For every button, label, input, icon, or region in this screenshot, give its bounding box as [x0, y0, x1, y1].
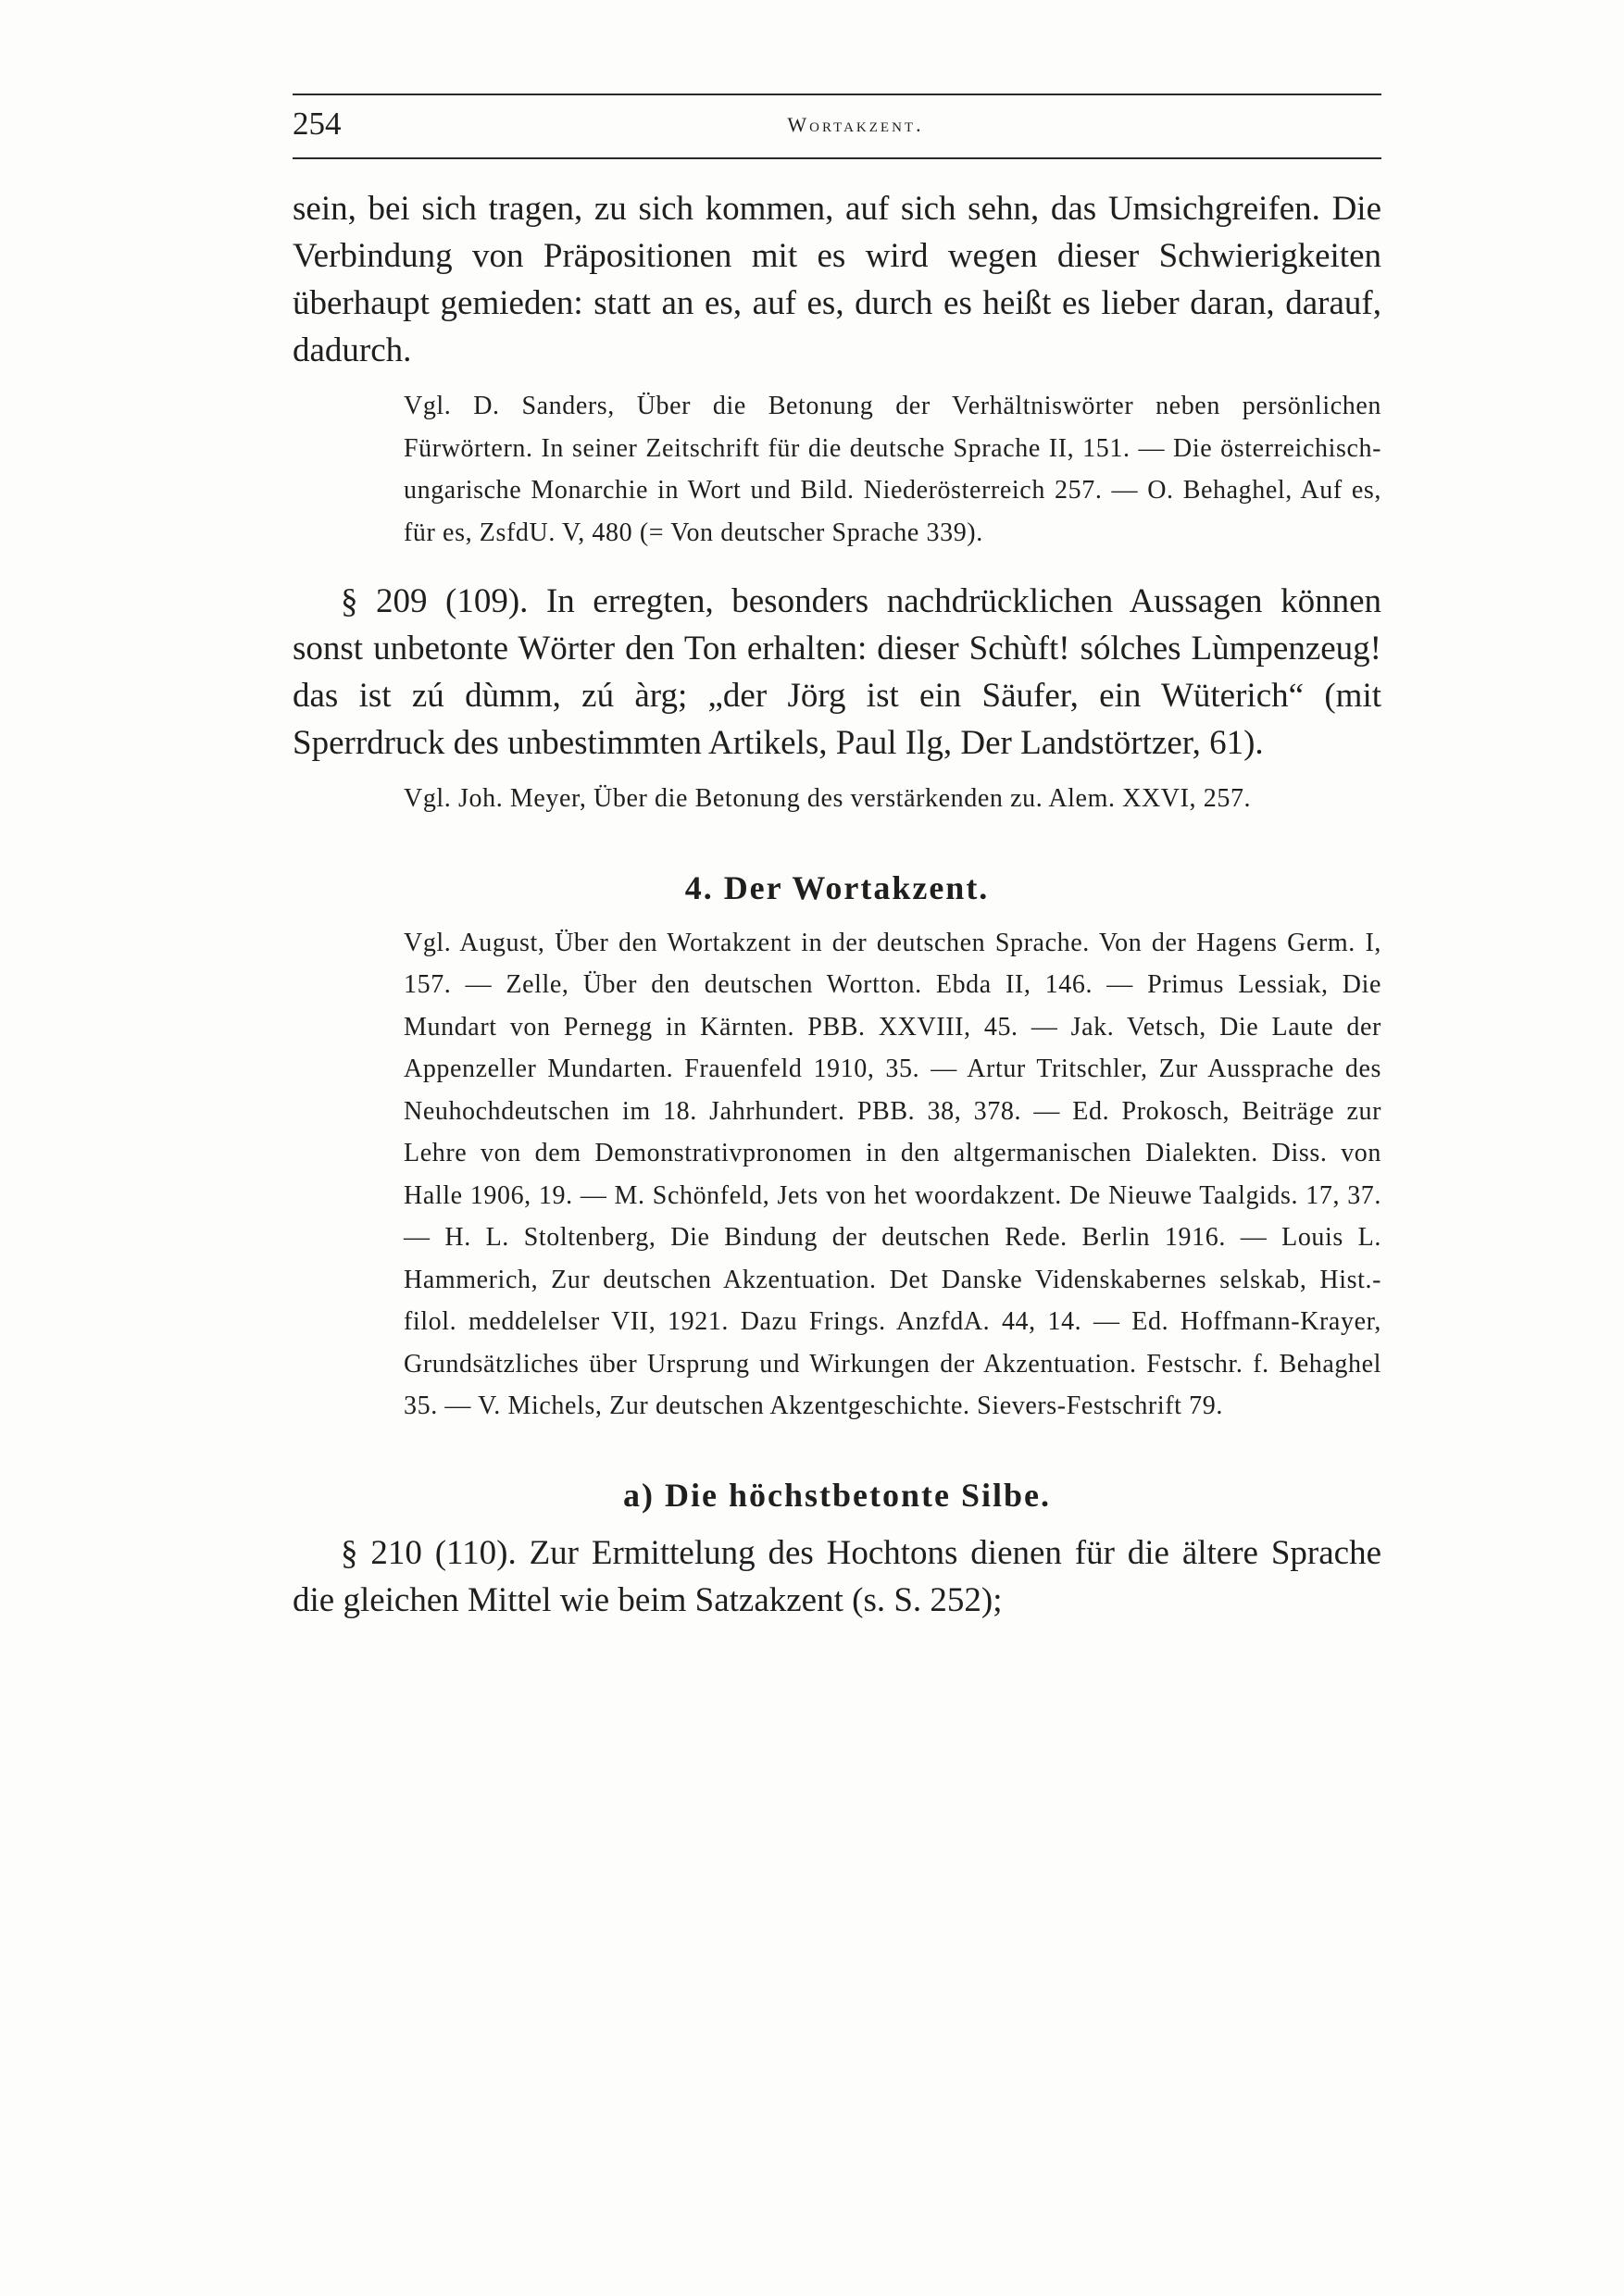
footnote-meyer: Vgl. Joh. Meyer, Über die Betonung des verstärkenden zu. Alem. XXVI, 257.	[404, 784, 1252, 813]
page-content	[293, 185, 1381, 1624]
header-rule-top	[293, 94, 1381, 95]
footnote-sanders: Vgl. D. Sanders, Über die Betonung der Verhältniswörter neben persönlichen Fürwörtern. In seiner Zeitschrift für die deutsche Sprache II, 151. — Die österreichisch-ungarische Monarchie in Wort und Bild. Niederösterreich 257. — O. Behaghel, Auf es, für es, ZsfdU. V, 480 (= Von deutscher Sprache 339).	[404, 392, 1381, 547]
subsection-heading: a) Die höchstbetonte Silbe.	[623, 1476, 1051, 1514]
running-title: Wortakzent.	[787, 113, 924, 136]
paragraph-210: § 210 (110). Zur Ermittelung des Hochtons dienen für die ältere Sprache die gleichen Mittel wie beim Satzakzent (s. S. 252);	[293, 1533, 1381, 1619]
bibliography-wortakzent: Vgl. August, Über den Wortakzent in der deutschen Sprache. Von der Hagens Germ. I, 157. — Zelle, Über den deutschen Wortton. Ebda II, 146. — Primus Lessiak, Die Mundart von Pernegg in Kärnten. PBB. XXVIII, 45. — Jak. Vetsch, Die Laute der Appenzeller Mundarten. Frauenfeld 1910, 35. — Artur Tritschler, Zur Aussprache des Neuhochdeutschen im 18. Jahrhundert. PBB. 38, 378. — Ed. Prokosch, Beiträge zur Lehre von dem Demonstrativpronomen in den altgermanischen Dialekten. Diss. von Halle 1906, 19. — M. Schönfeld, Jets von het woordakzent. De Nieuwe Taalgids. 17, 37. — H. L. Stoltenberg, Die Bindung der deutschen Rede. Berlin 1916. — Louis L. Hammerich, Zur deutschen Akzentuation. Det Danske Videnskabernes selskab, Hist.-filol. meddelelser VII, 1921. Dazu Frings. AnzfdA. 44, 14. — Ed. Hoffmann-Krayer, Grundsätzliches über Ursprung und Wirkungen der Akzentuation. Festschr. f. Behaghel 35. — V. Michels, Zur deutschen Akzentgeschichte. Sievers-Festschrift 79.	[404, 928, 1381, 1420]
header-rule-bottom	[293, 157, 1381, 159]
page-number: 254	[293, 106, 342, 142]
section-heading: 4. Der Wortakzent.	[684, 868, 990, 906]
paragraph-continuation: sein, bei sich tragen, zu sich kommen, auf sich sehn, das Umsichgreifen. Die Verbindung von Präpositionen mit es wird wegen dieser Schwierigkeiten überhaupt gemieden: statt an es, auf es, durch es heißt es lieber daran, darauf, dadurch.	[293, 190, 1381, 369]
running-head	[293, 100, 1381, 152]
paragraph-209: § 209 (109). In erregten, besonders nachdrücklichen Aussagen können sonst unbetonte Wörter den Ton erhalten: dieser Schùft! sólches Lùmpenzeug! das ist zú dùmm, zú àrg; „der Jörg ist ein Säufer, ein Wüterich“ (mit Sperrdruck des unbestimmten Artikels, Paul Ilg, Der Landstörtzer, 61).	[293, 582, 1381, 762]
